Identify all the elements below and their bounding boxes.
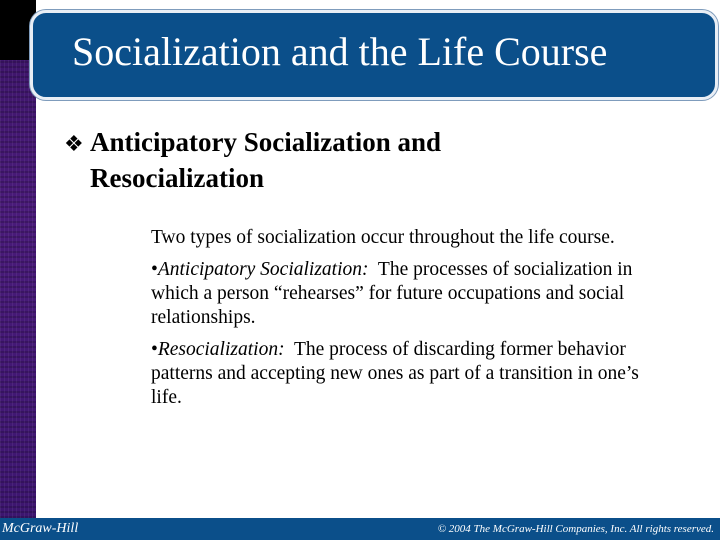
slide-title: Socialization and the Life Course [72,29,608,74]
slide-body [151,226,661,418]
term-definition: The processes of socialization in which a person “rehearses” for future occupations and social relationships. [151,259,633,328]
list-item [151,338,661,410]
term-label: Resocialization: [157,339,285,360]
footer-bar [0,518,720,540]
bullet-mark: • [151,339,158,360]
bullet-mark: • [151,259,158,280]
section-heading [64,124,664,196]
term-label: Anticipatory Socialization: [157,259,369,280]
list-item [151,258,661,330]
intro-paragraph: Two types of socialization occur throughout the life course. [151,227,615,248]
section-heading-text: Anticipatory Socialization and Resocialization [90,127,442,193]
publisher-label: McGraw-Hill [2,521,79,536]
diamond-bullet-icon: ❖ [64,131,84,156]
term-definition: The process of discarding former behavior patterns and accepting new ones as part of a transition in one’s life. [151,339,639,408]
copyright-notice: © 2004 The McGraw-Hill Companies, Inc. All rights reserved. [437,523,714,535]
